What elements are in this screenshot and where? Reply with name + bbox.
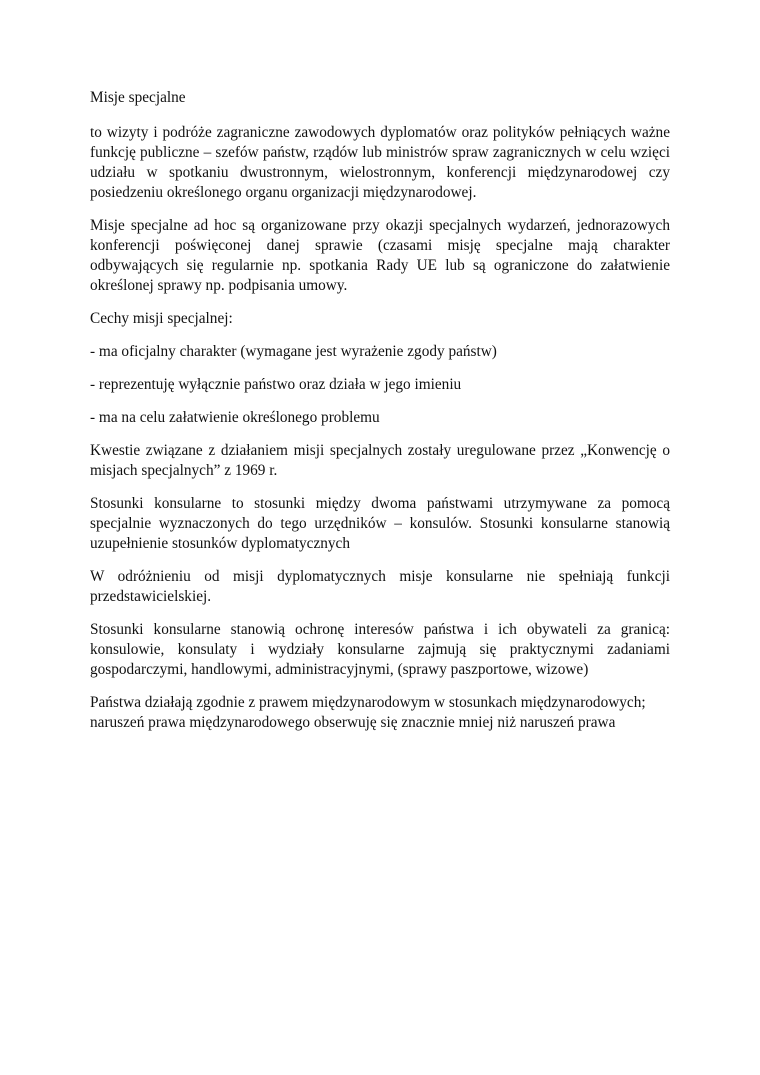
- paragraph-protection: Stosunki konsularne stanowią ochronę interesów państwa i ich obywateli za granicą: konsulowie, konsulaty i wydziały konsularne zajmują się praktycznymi zadaniami gospodarczymi, handlowymi, administracyjnymi, (sprawy paszportowe, wizowe): [90, 621, 670, 678]
- paragraph-international-law: Państwa działają zgodnie z prawem międzynarodowym w stosunkach międzynarodowych; naruszeń prawa międzynarodowego obserwuję się znacznie mniej niż naruszeń prawa: [90, 694, 646, 731]
- feature-item-representation: - reprezentuję wyłącznie państwo oraz działa w jego imieniu: [90, 376, 462, 393]
- paragraph-convention: Kwestie związane z działaniem misji specjalnych zostały uregulowane przez „Konwencję o misjach specjalnych” z 1969 r.: [90, 442, 670, 479]
- feature-item-official: - ma oficjalny charakter (wymagane jest wyrażenie zgody państw): [90, 343, 497, 360]
- document-body: [90, 88, 670, 746]
- feature-item-purpose: - ma na celu załatwienie określonego problemu: [90, 409, 380, 426]
- paragraph-definition: to wizyty i podróże zagraniczne zawodowych dyplomatów oraz polityków pełniących ważne funkcję publiczne – szefów państw, rządów lub ministrów spraw zagranicznych w celu wzięci udziału w spotkaniu dwustronnym, wielostronnym, konferencji międzynarodowej czy posiedzeniu określonego organu organizacji międzynarodowej.: [90, 124, 670, 201]
- paragraph-ad-hoc: Misje specjalne ad hoc są organizowane przy okazji specjalnych wydarzeń, jednorazowych konferencji poświęconej danej sprawie (czasami misję specjalne mają charakter odbywających się regularnie np. spotkania Rady UE lub są ograniczone do załatwienie określonej sprawy np. podpisania umowy.: [90, 217, 670, 294]
- paragraph-consular-relations: Stosunki konsularne to stosunki między dwoma państwami utrzymywane za pomocą specjalnie wyznaczonych do tego urzędników – konsulów. Stosunki konsularne stanowią uzupełnienie stosunków dyplomatycznych: [90, 495, 670, 552]
- features-heading: Cechy misji specjalnej:: [90, 310, 233, 327]
- paragraph-difference: W odróżnieniu od misji dyplomatycznych misje konsularne nie spełniają funkcji przedstawicielskiej.: [90, 568, 670, 605]
- document-title: Misje specjalne: [90, 89, 186, 106]
